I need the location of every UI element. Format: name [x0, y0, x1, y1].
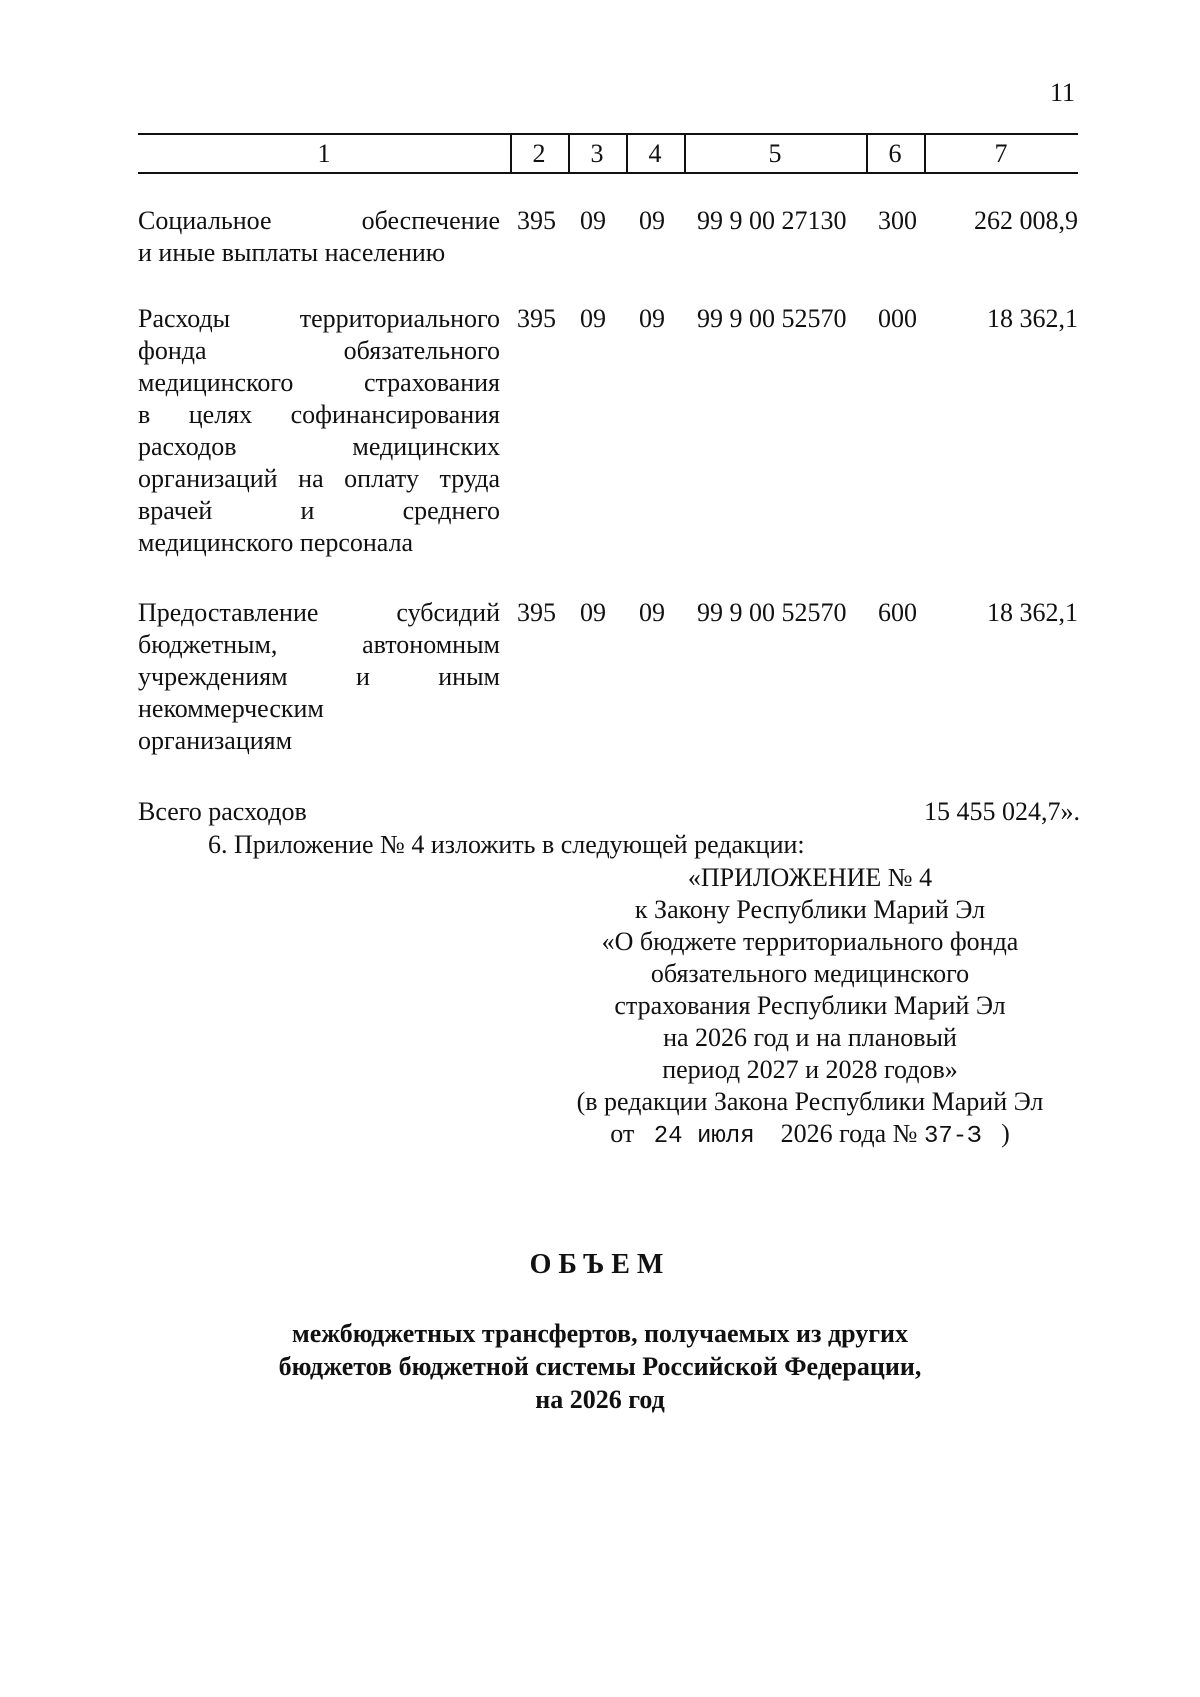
- column-header-5: 5: [768, 139, 782, 168]
- cell-target-article: 99 9 00 52570: [697, 304, 847, 333]
- column-header-4: 4: [648, 139, 662, 168]
- cell-code: 395: [517, 304, 556, 333]
- cell-amount: 18 362,1: [987, 304, 1078, 333]
- law-number: 37-З: [923, 1123, 982, 1150]
- description-line: медицинского персонала: [138, 528, 414, 557]
- document-title: ОБЪЕМ: [529, 1249, 671, 1280]
- appendix-line: к Закону Республики Марий Эл: [634, 895, 986, 924]
- description-line: Социальное обеспечение: [138, 206, 500, 235]
- table-column-header: [138, 133, 1078, 174]
- appendix-line: период 2027 и 2028 годов»: [662, 1055, 958, 1084]
- column-header-2: 2: [532, 139, 546, 168]
- date-year: 2026 года №: [780, 1119, 918, 1148]
- description-line: учреждениям и иным: [138, 662, 500, 691]
- appendix-line: «ПРИЛОЖЕНИЕ № 4: [687, 863, 933, 892]
- law-date-line: [520, 1118, 1100, 1150]
- page-number: 11: [1050, 78, 1076, 107]
- date-day: 24 июля: [653, 1123, 755, 1150]
- description-line: и иные выплаты населению: [138, 238, 446, 267]
- appendix-line: страхования Республики Марий Эл: [614, 991, 1006, 1020]
- date-prefix: от: [610, 1119, 635, 1148]
- description-line: врачей и среднего: [138, 496, 500, 525]
- appendix-line: «О бюджете территориального фонда: [601, 927, 1019, 956]
- subtitle-line: межбюджетных трансфертов, получаемых из других: [291, 1319, 908, 1348]
- cell-subsection: 09: [639, 206, 665, 235]
- cell-code: 395: [517, 598, 556, 627]
- description-line: Предоставление субсидий: [138, 598, 500, 627]
- appendix-line: обязательного медицинского: [650, 959, 970, 988]
- cell-amount: 262 008,9: [974, 206, 1078, 235]
- total-value: 15 455 024,7».: [924, 797, 1080, 826]
- cell-subsection: 09: [639, 304, 665, 333]
- description-line: медицинского страхования: [138, 368, 500, 397]
- row-description: [138, 598, 500, 758]
- description-line: в целях софинансирования: [138, 400, 500, 429]
- column-header-3: 3: [590, 139, 604, 168]
- cell-section: 09: [580, 598, 606, 627]
- description-line: некоммерческим: [138, 694, 324, 723]
- row-description: [138, 206, 500, 270]
- description-line: расходов медицинских: [138, 432, 500, 461]
- description-line: организаций на оплату труда: [138, 464, 500, 493]
- cell-amount: 18 362,1: [987, 598, 1078, 627]
- cell-section: 09: [580, 206, 606, 235]
- column-header-1: 1: [317, 139, 331, 168]
- appendix-line: (в редакции Закона Республики Марий Эл: [576, 1087, 1044, 1116]
- subtitle-line: бюджетов бюджетной системы Российской Федерации,: [278, 1352, 922, 1381]
- cell-expense-type: 300: [878, 206, 917, 235]
- subtitle-line: на 2026 год: [535, 1385, 665, 1414]
- date-suffix: ): [1001, 1119, 1010, 1148]
- appendix-line: на 2026 год и на плановый: [663, 1023, 957, 1052]
- cell-expense-type: 600: [878, 598, 917, 627]
- description-line: организациям: [138, 726, 293, 755]
- column-header-6: 6: [888, 139, 902, 168]
- cell-target-article: 99 9 00 52570: [697, 598, 847, 627]
- cell-expense-type: 000: [878, 304, 917, 333]
- column-header-7: 7: [994, 139, 1008, 168]
- cell-target-article: 99 9 00 27130: [697, 206, 847, 235]
- cell-subsection: 09: [639, 598, 665, 627]
- amendment-item-6: 6. Приложение № 4 изложить в следующей редакции:: [208, 830, 805, 859]
- description-line: Расходы территориального: [138, 304, 500, 333]
- description-line: фонда обязательного: [138, 336, 500, 365]
- row-description: [138, 304, 500, 560]
- cell-section: 09: [580, 304, 606, 333]
- document-subtitle: [0, 1317, 1200, 1416]
- total-label: Всего расходов: [138, 797, 307, 826]
- appendix-heading: [520, 862, 1100, 1150]
- cell-code: 395: [517, 206, 556, 235]
- description-line: бюджетным, автономным: [138, 630, 500, 659]
